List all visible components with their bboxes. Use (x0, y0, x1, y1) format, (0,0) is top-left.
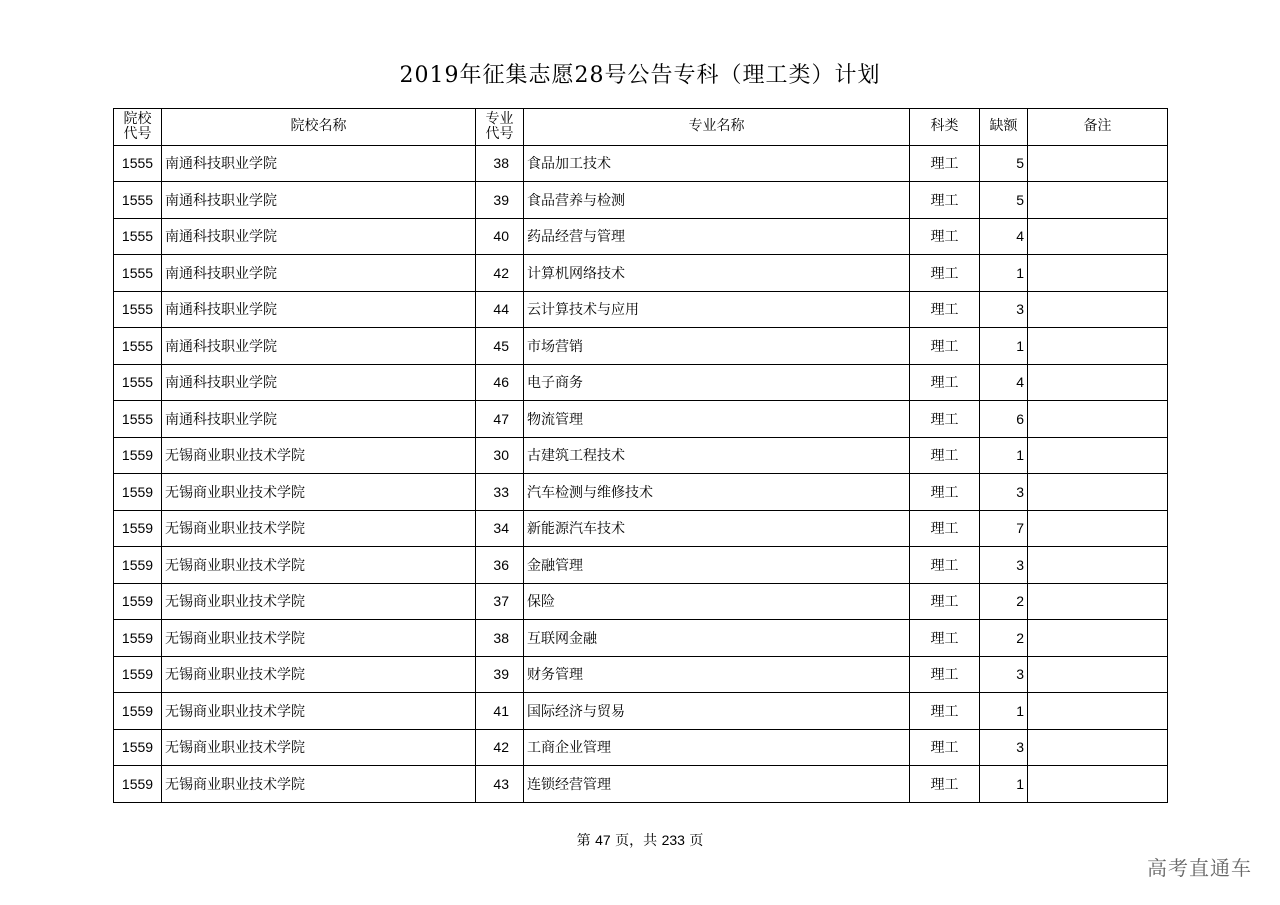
cell-school-code: 1555 (114, 364, 162, 401)
table-row (114, 729, 1168, 766)
cell-school-code: 1559 (114, 474, 162, 511)
page-title: 2019年征集志愿28号公告专科（理工类）计划 (399, 63, 881, 88)
cell-category: 理工 (910, 766, 980, 803)
cell-quota: 1 (980, 437, 1028, 474)
cell-school-name: 南通科技职业学院 (162, 182, 476, 219)
cell-quota: 5 (980, 145, 1028, 182)
cell-major-name: 保险 (524, 583, 910, 620)
cell-school-code: 1555 (114, 218, 162, 255)
cell-school-code: 1559 (114, 693, 162, 730)
cell-major-name: 药品经营与管理 (524, 218, 910, 255)
table-row (114, 510, 1168, 547)
cell-school-name: 无锡商业职业技术学院 (162, 766, 476, 803)
cell-major-code: 39 (476, 656, 524, 693)
table-row (114, 328, 1168, 365)
cell-note (1028, 656, 1168, 693)
cell-major-name: 工商企业管理 (524, 729, 910, 766)
table-row (114, 620, 1168, 657)
cell-major-name: 国际经济与贸易 (524, 693, 910, 730)
cell-note (1028, 583, 1168, 620)
cell-quota: 3 (980, 656, 1028, 693)
cell-category: 理工 (910, 729, 980, 766)
cell-category: 理工 (910, 474, 980, 511)
cell-quota: 3 (980, 729, 1028, 766)
cell-major-code: 41 (476, 693, 524, 730)
cell-note (1028, 255, 1168, 292)
cell-category: 理工 (910, 364, 980, 401)
cell-major-code: 37 (476, 583, 524, 620)
cell-note (1028, 547, 1168, 584)
cell-school-code: 1555 (114, 182, 162, 219)
cell-school-code: 1559 (114, 510, 162, 547)
cell-school-name: 无锡商业职业技术学院 (162, 620, 476, 657)
cell-major-code: 38 (476, 620, 524, 657)
cell-category: 理工 (910, 693, 980, 730)
cell-major-code: 43 (476, 766, 524, 803)
table-row (114, 145, 1168, 182)
cell-quota: 1 (980, 766, 1028, 803)
cell-quota: 7 (980, 510, 1028, 547)
cell-school-code: 1559 (114, 729, 162, 766)
cell-note (1028, 729, 1168, 766)
cell-school-code: 1555 (114, 291, 162, 328)
cell-school-name: 无锡商业职业技术学院 (162, 656, 476, 693)
table-header-row (114, 109, 1168, 146)
cell-note (1028, 766, 1168, 803)
cell-category: 理工 (910, 328, 980, 365)
header-category: 科类 (910, 109, 980, 146)
cell-major-name: 云计算技术与应用 (524, 291, 910, 328)
cell-category: 理工 (910, 401, 980, 438)
table-row (114, 364, 1168, 401)
cell-school-name: 南通科技职业学院 (162, 328, 476, 365)
cell-major-name: 食品加工技术 (524, 145, 910, 182)
cell-note (1028, 145, 1168, 182)
table-row (114, 693, 1168, 730)
cell-school-code: 1559 (114, 437, 162, 474)
table-row (114, 401, 1168, 438)
cell-quota: 5 (980, 182, 1028, 219)
header-quota: 缺额 (980, 109, 1028, 146)
cell-major-code: 36 (476, 547, 524, 584)
cell-note (1028, 474, 1168, 511)
cell-major-code: 42 (476, 729, 524, 766)
cell-major-name: 电子商务 (524, 364, 910, 401)
table-row (114, 437, 1168, 474)
cell-note (1028, 510, 1168, 547)
cell-school-code: 1559 (114, 766, 162, 803)
cell-school-code: 1559 (114, 547, 162, 584)
header-school-name: 院校名称 (162, 109, 476, 146)
cell-note (1028, 182, 1168, 219)
cell-school-name: 无锡商业职业技术学院 (162, 437, 476, 474)
cell-major-code: 46 (476, 364, 524, 401)
cell-school-name: 无锡商业职业技术学院 (162, 547, 476, 584)
cell-category: 理工 (910, 218, 980, 255)
header-note: 备注 (1028, 109, 1168, 146)
cell-school-code: 1559 (114, 583, 162, 620)
cell-school-code: 1555 (114, 145, 162, 182)
cell-quota: 2 (980, 583, 1028, 620)
table-row (114, 218, 1168, 255)
cell-major-name: 财务管理 (524, 656, 910, 693)
footer-total-pages: 233 (661, 832, 685, 848)
table-row (114, 291, 1168, 328)
table-row (114, 255, 1168, 292)
cell-major-code: 30 (476, 437, 524, 474)
cell-note (1028, 437, 1168, 474)
cell-school-name: 无锡商业职业技术学院 (162, 583, 476, 620)
cell-major-code: 34 (476, 510, 524, 547)
cell-major-name: 物流管理 (524, 401, 910, 438)
cell-school-code: 1555 (114, 255, 162, 292)
cell-category: 理工 (910, 656, 980, 693)
cell-quota: 6 (980, 401, 1028, 438)
table-row (114, 474, 1168, 511)
cell-major-code: 39 (476, 182, 524, 219)
page-footer (0, 830, 1280, 850)
cell-quota: 3 (980, 291, 1028, 328)
cell-category: 理工 (910, 437, 980, 474)
cell-note (1028, 364, 1168, 401)
header-major-code: 专业 代号 (476, 109, 524, 146)
watermark-logo: 高考直通车 (1147, 856, 1252, 880)
cell-major-name: 古建筑工程技术 (524, 437, 910, 474)
cell-category: 理工 (910, 145, 980, 182)
cell-school-name: 南通科技职业学院 (162, 291, 476, 328)
cell-major-name: 连锁经营管理 (524, 766, 910, 803)
cell-major-code: 33 (476, 474, 524, 511)
cell-category: 理工 (910, 291, 980, 328)
cell-quota: 3 (980, 474, 1028, 511)
table-row (114, 547, 1168, 584)
cell-school-name: 无锡商业职业技术学院 (162, 693, 476, 730)
cell-school-code: 1555 (114, 401, 162, 438)
cell-major-name: 新能源汽车技术 (524, 510, 910, 547)
cell-note (1028, 620, 1168, 657)
cell-major-code: 40 (476, 218, 524, 255)
cell-note (1028, 401, 1168, 438)
cell-major-code: 47 (476, 401, 524, 438)
cell-major-code: 42 (476, 255, 524, 292)
table-row (114, 766, 1168, 803)
cell-major-name: 汽车检测与维修技术 (524, 474, 910, 511)
cell-quota: 1 (980, 693, 1028, 730)
cell-school-code: 1555 (114, 328, 162, 365)
header-school-code: 院校 代号 (114, 109, 162, 146)
cell-note (1028, 693, 1168, 730)
header-major-name: 专业名称 (524, 109, 910, 146)
cell-major-name: 市场营销 (524, 328, 910, 365)
table-row (114, 583, 1168, 620)
cell-note (1028, 218, 1168, 255)
cell-category: 理工 (910, 510, 980, 547)
cell-category: 理工 (910, 182, 980, 219)
cell-quota: 4 (980, 364, 1028, 401)
cell-school-name: 南通科技职业学院 (162, 364, 476, 401)
table-row (114, 656, 1168, 693)
footer-prefix: 第 (576, 833, 591, 849)
cell-category: 理工 (910, 620, 980, 657)
cell-quota: 2 (980, 620, 1028, 657)
cell-school-name: 南通科技职业学院 (162, 145, 476, 182)
cell-school-code: 1559 (114, 656, 162, 693)
cell-major-name: 金融管理 (524, 547, 910, 584)
cell-major-code: 44 (476, 291, 524, 328)
table-body (114, 145, 1168, 802)
cell-school-name: 无锡商业职业技术学院 (162, 729, 476, 766)
cell-note (1028, 328, 1168, 365)
cell-quota: 4 (980, 218, 1028, 255)
plan-table (113, 108, 1168, 803)
cell-category: 理工 (910, 583, 980, 620)
cell-major-code: 38 (476, 145, 524, 182)
cell-school-name: 无锡商业职业技术学院 (162, 474, 476, 511)
cell-quota: 3 (980, 547, 1028, 584)
cell-school-code: 1559 (114, 620, 162, 657)
cell-school-name: 南通科技职业学院 (162, 255, 476, 292)
footer-middle: 页，共 (615, 833, 658, 849)
cell-major-name: 互联网金融 (524, 620, 910, 657)
footer-suffix: 页 (689, 833, 704, 849)
cell-quota: 1 (980, 328, 1028, 365)
cell-note (1028, 291, 1168, 328)
cell-school-name: 南通科技职业学院 (162, 218, 476, 255)
cell-category: 理工 (910, 547, 980, 584)
cell-school-name: 南通科技职业学院 (162, 401, 476, 438)
footer-page-number: 47 (595, 832, 611, 848)
cell-major-name: 食品营养与检测 (524, 182, 910, 219)
cell-major-code: 45 (476, 328, 524, 365)
cell-major-name: 计算机网络技术 (524, 255, 910, 292)
cell-category: 理工 (910, 255, 980, 292)
table-row (114, 182, 1168, 219)
cell-school-name: 无锡商业职业技术学院 (162, 510, 476, 547)
cell-quota: 1 (980, 255, 1028, 292)
